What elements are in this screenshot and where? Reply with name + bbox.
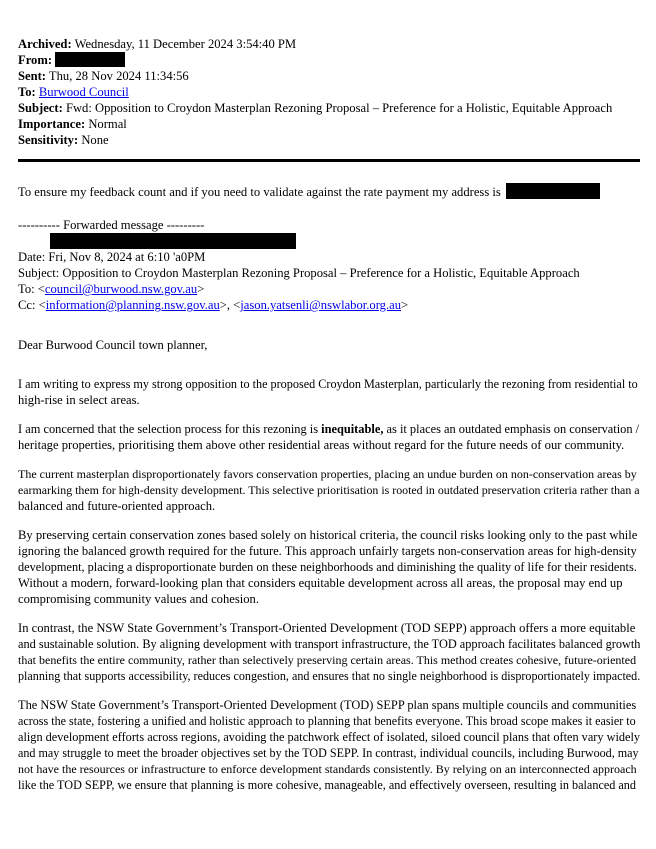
- sent-row: [18, 68, 640, 84]
- p2-text: I am concerned that the selection process for this rezoning is: [18, 422, 322, 436]
- paragraph-5-line: that benefits the entire community, rather than selectively preserving certain areas. This method creates cohesive, future-oriented: [18, 653, 637, 667]
- to-label: To:: [18, 85, 36, 99]
- fwd-subject: Subject: Opposition to Croydon Masterplan Rezoning Proposal – Preference for a Holistic, Equitable Approach: [18, 266, 580, 280]
- archived-value: Wednesday, 11 December 2024 3:54:40 PM: [74, 37, 297, 51]
- fwd-to-prefix: To: <: [18, 282, 45, 296]
- paragraph-5: [18, 620, 640, 684]
- to-recipient-link[interactable]: Burwood Council: [38, 85, 129, 99]
- fwd-cc-row: [18, 297, 640, 313]
- intro-line: [18, 183, 640, 199]
- subject-row: [18, 100, 640, 116]
- sent-label: Sent:: [18, 69, 46, 83]
- fwd-cc-separator: >, <: [219, 298, 241, 312]
- archived-row: [18, 36, 640, 52]
- paragraph-4-line: ignoring the balanced growth required for the future. This approach unfairly targets non-conservation areas for high-density: [18, 544, 637, 558]
- email-body: [18, 183, 640, 806]
- fwd-cc-email-link-2[interactable]: jason.yatsenli@nswlabor.org.au: [240, 298, 401, 312]
- from-label: From:: [18, 53, 53, 67]
- paragraph-6-line: not have the resources or infrastructure to enforce development standards consistently. By relying on an interconnected approach: [18, 762, 637, 776]
- paragraph-6-line: across the state, fostering a unified and holistic approach to planning that benefits everyone. This broad scope makes it easier to: [18, 714, 636, 728]
- from-row: [18, 52, 640, 68]
- intro-text: To ensure my feedback count and if you need to validate against the rate payment my address is: [18, 185, 501, 199]
- redacted-address: [506, 183, 600, 199]
- importance-label: Importance:: [18, 117, 86, 131]
- paragraph-1-line: high-rise in select areas.: [18, 393, 140, 407]
- paragraph-4-line: Without a modern, forward-looking plan that considers equitable development across all areas, the proposal may end up: [18, 576, 623, 590]
- paragraph-2: [18, 421, 640, 453]
- fwd-from-row: [18, 233, 640, 249]
- fwd-cc-email-link-1[interactable]: information@planning.nsw.gov.au: [45, 298, 220, 312]
- paragraph-6: [18, 697, 640, 793]
- paragraph-3: [18, 466, 640, 514]
- paragraph-3-line: The current masterplan disproportionately favors conservation properties, placing an undue burden on non-conservation areas by: [18, 467, 637, 481]
- paragraph-6-line: The NSW State Government’s Transport-Oriented Development (TOD) SEPP plan spans multiple councils and communities: [18, 698, 637, 712]
- importance-row: [18, 116, 640, 132]
- importance-value: Normal: [88, 117, 127, 131]
- sensitivity-label: Sensitivity:: [18, 133, 79, 147]
- fwd-to-email-link[interactable]: council@burwood.nsw.gov.au: [44, 282, 198, 296]
- paragraph-5-line: planning that supports accessibility, reduces congestion, and ensures that no single neighborhood is disproportionately impacted.: [18, 669, 641, 683]
- p2-text-post: as it places an outdated emphasis on conservation /: [383, 422, 640, 436]
- p2-emphasis: inequitable,: [321, 422, 384, 436]
- fwd-to-row: [18, 281, 640, 297]
- paragraph-3-line: earmarking them for high-density development. This selective prioritisation is rooted in outdated preservation criteria rather than a: [18, 483, 640, 497]
- paragraph-6-line: and may struggle to meet the broader objectives set by the TOD SEPP. In contrast, individual councils, including Burwood, may: [18, 746, 639, 760]
- paragraph-4: [18, 527, 640, 607]
- sent-value: Thu, 28 Nov 2024 11:34:56: [48, 69, 189, 83]
- subject-value: Fwd: Opposition to Croydon Masterplan Rezoning Proposal – Preference for a Holistic, Equitable Approach: [65, 101, 613, 115]
- salutation: Dear Burwood Council town planner,: [18, 338, 208, 352]
- to-row: [18, 84, 640, 100]
- paragraph-6-line: align development efforts across regions, avoiding the patchwork effect of isolated, siloed council plans that often vary widely: [18, 730, 641, 744]
- paragraph-2-line: heritage properties, prioritising them above other residential areas without regard for the future needs of our community.: [18, 438, 625, 452]
- paragraph-4-line: development, placing a disproportionate burden on these neighborhoods and diminishing the quality of life for their residents.: [18, 560, 637, 574]
- paragraph-4-line: By preserving certain conservation zones based solely on historical criteria, the council risks looking only to the past while: [18, 528, 638, 542]
- paragraph-2-line: [18, 421, 640, 437]
- paragraph-4-line: compromising community values and cohesion.: [18, 592, 259, 606]
- sensitivity-value: None: [81, 133, 109, 147]
- redacted-fwd-from: [50, 233, 296, 249]
- archived-label: Archived:: [18, 37, 72, 51]
- email-header: [18, 36, 640, 148]
- paragraph-5-line: In contrast, the NSW State Government’s Transport-Oriented Development (TOD SEPP) approach offers a more equitable: [18, 621, 636, 635]
- forwarded-marker: ---------- Forwarded message ---------: [18, 218, 205, 232]
- fwd-to-suffix: >: [197, 282, 205, 296]
- subject-label: Subject:: [18, 101, 63, 115]
- fwd-cc-prefix: Cc: <: [18, 298, 46, 312]
- fwd-date: Date: Fri, Nov 8, 2024 at 6:10 'a0PM: [18, 250, 206, 264]
- paragraph-3-line: balanced and future-oriented approach.: [18, 499, 216, 513]
- header-divider: [18, 159, 640, 162]
- redacted-sender: [55, 52, 125, 67]
- sensitivity-row: [18, 132, 640, 148]
- paragraph-1: [18, 376, 640, 408]
- fwd-cc-suffix: >: [401, 298, 409, 312]
- paragraph-6-line: like the TOD SEPP, we ensure that planning is more cohesive, manageable, and effectively overseen, resulting in balanced and: [18, 778, 636, 792]
- paragraph-5-line: and sustainable solution. By aligning development with transport infrastructure, the TOD approach facilitates balanced growth: [18, 637, 641, 651]
- paragraph-1-line: I am writing to express my strong opposition to the proposed Croydon Masterplan, particularly the rezoning from residential to: [18, 377, 638, 391]
